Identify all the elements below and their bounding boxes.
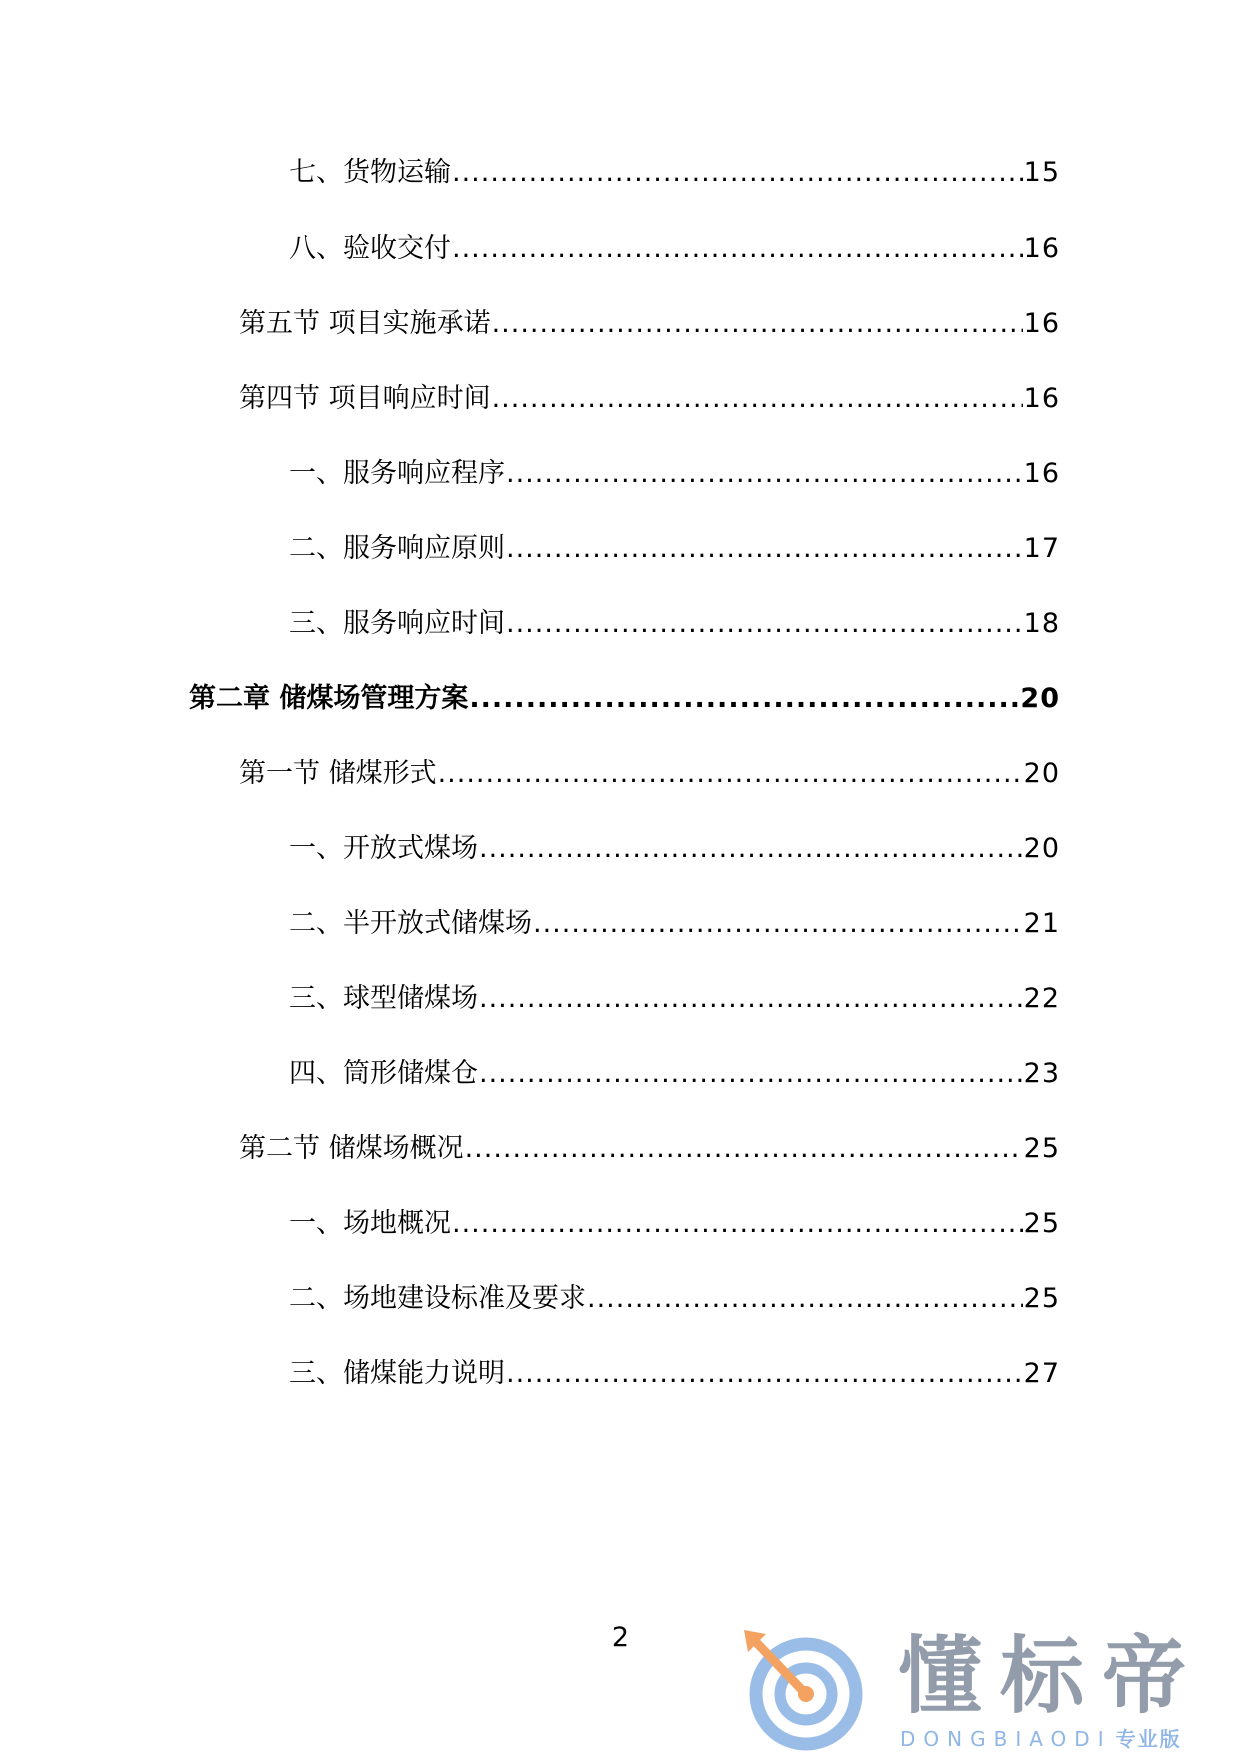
- toc-entry-label: 三、球型储煤场: [289, 983, 478, 1014]
- toc-entry-label: 第五节 项目实施承诺: [239, 308, 491, 339]
- watermark-edition: 专业版: [1115, 1727, 1182, 1751]
- toc-entry-page: 17: [1023, 533, 1060, 564]
- toc-entry-page: 16: [1023, 383, 1060, 414]
- toc-entry-label: 第四节 项目响应时间: [239, 383, 491, 414]
- toc-entry-label: 二、半开放式储煤场: [289, 908, 532, 939]
- toc-entry[interactable]: [289, 456, 1060, 492]
- toc-leader-dots: [506, 1356, 1023, 1392]
- toc-entry[interactable]: [239, 381, 1060, 417]
- toc-entry-page: 16: [1023, 308, 1060, 339]
- watermark-brand: 懂标帝: [898, 1627, 1205, 1725]
- target-logo-icon: [740, 1628, 870, 1752]
- toc-leader-dots: [479, 981, 1023, 1017]
- toc-entry[interactable]: [289, 1206, 1060, 1242]
- watermark-subtitle: [900, 1728, 1182, 1750]
- toc-entry-label: 七、货物运输: [289, 157, 451, 188]
- toc-entry-page: 20: [1023, 758, 1060, 789]
- toc-entry[interactable]: [289, 906, 1060, 942]
- toc-leader-dots: [506, 456, 1023, 492]
- toc-leader-dots: [587, 1281, 1023, 1317]
- toc-entry-page: 15: [1023, 157, 1060, 188]
- toc-leader-dots: [479, 1056, 1023, 1092]
- toc-entry-page: 27: [1023, 1358, 1060, 1389]
- toc-leader-dots: [492, 381, 1023, 417]
- toc-entry-label: 第二章 储煤场管理方案: [189, 683, 469, 714]
- toc-entry[interactable]: [289, 1356, 1060, 1392]
- watermark-latin: DONGBIAODI: [900, 1727, 1112, 1751]
- toc-entry-page: 21: [1023, 908, 1060, 939]
- toc-leader-dots: [506, 531, 1023, 567]
- toc-entry-label: 四、筒形储煤仓: [289, 1058, 478, 1089]
- toc-entry[interactable]: [239, 756, 1060, 792]
- watermark: [740, 1627, 1220, 1751]
- toc-entry[interactable]: [289, 981, 1060, 1017]
- toc-entry[interactable]: [239, 306, 1060, 342]
- toc-entry-page: 25: [1023, 1283, 1060, 1314]
- toc-entry-page: 18: [1023, 608, 1060, 639]
- toc-leader-dots: [469, 681, 1019, 717]
- toc-entry-label: 一、服务响应程序: [289, 458, 505, 489]
- toc-entry-label: 二、服务响应原则: [289, 533, 505, 564]
- toc-leader-dots: [506, 606, 1023, 642]
- toc-entry[interactable]: [289, 531, 1060, 567]
- page-number: 2: [611, 1622, 630, 1653]
- toc-leader-dots: [492, 306, 1023, 342]
- toc-entry-page: 22: [1023, 983, 1060, 1014]
- toc-entry-label: 二、场地建设标准及要求: [289, 1283, 586, 1314]
- toc-entry-label: 一、场地概况: [289, 1208, 451, 1239]
- toc-leader-dots: [479, 831, 1023, 867]
- toc-entry-page: 20: [1020, 683, 1060, 714]
- toc-leader-dots: [452, 231, 1023, 267]
- toc-entry-chapter[interactable]: [189, 681, 1060, 717]
- toc-entry-page: 20: [1023, 833, 1060, 864]
- toc-entry-label: 第一节 储煤形式: [239, 758, 437, 789]
- toc-leader-dots: [452, 1206, 1023, 1242]
- toc-leader-dots: [465, 1131, 1023, 1167]
- toc-leader-dots: [452, 155, 1023, 191]
- toc-entry-page: 25: [1023, 1208, 1060, 1239]
- toc-entry[interactable]: [289, 155, 1060, 191]
- toc-leader-dots: [438, 756, 1023, 792]
- toc-entry-page: 16: [1023, 458, 1060, 489]
- toc-entry[interactable]: [289, 606, 1060, 642]
- toc-entry-label: 三、服务响应时间: [289, 608, 505, 639]
- toc-entry[interactable]: [289, 831, 1060, 867]
- toc-entry[interactable]: [289, 231, 1060, 267]
- toc-entry-label: 三、储煤能力说明: [289, 1358, 505, 1389]
- toc-entry-label: 第二节 储煤场概况: [239, 1133, 464, 1164]
- toc-entry-page: 23: [1023, 1058, 1060, 1089]
- toc-entry-label: 八、验收交付: [289, 233, 451, 264]
- toc-entry-label: 一、开放式煤场: [289, 833, 478, 864]
- toc-entry[interactable]: [289, 1056, 1060, 1092]
- toc-entry[interactable]: [289, 1281, 1060, 1317]
- toc-entry-page: 16: [1023, 233, 1060, 264]
- toc-entry-page: 25: [1023, 1133, 1060, 1164]
- toc-leader-dots: [533, 906, 1023, 942]
- toc-entry[interactable]: [239, 1131, 1060, 1167]
